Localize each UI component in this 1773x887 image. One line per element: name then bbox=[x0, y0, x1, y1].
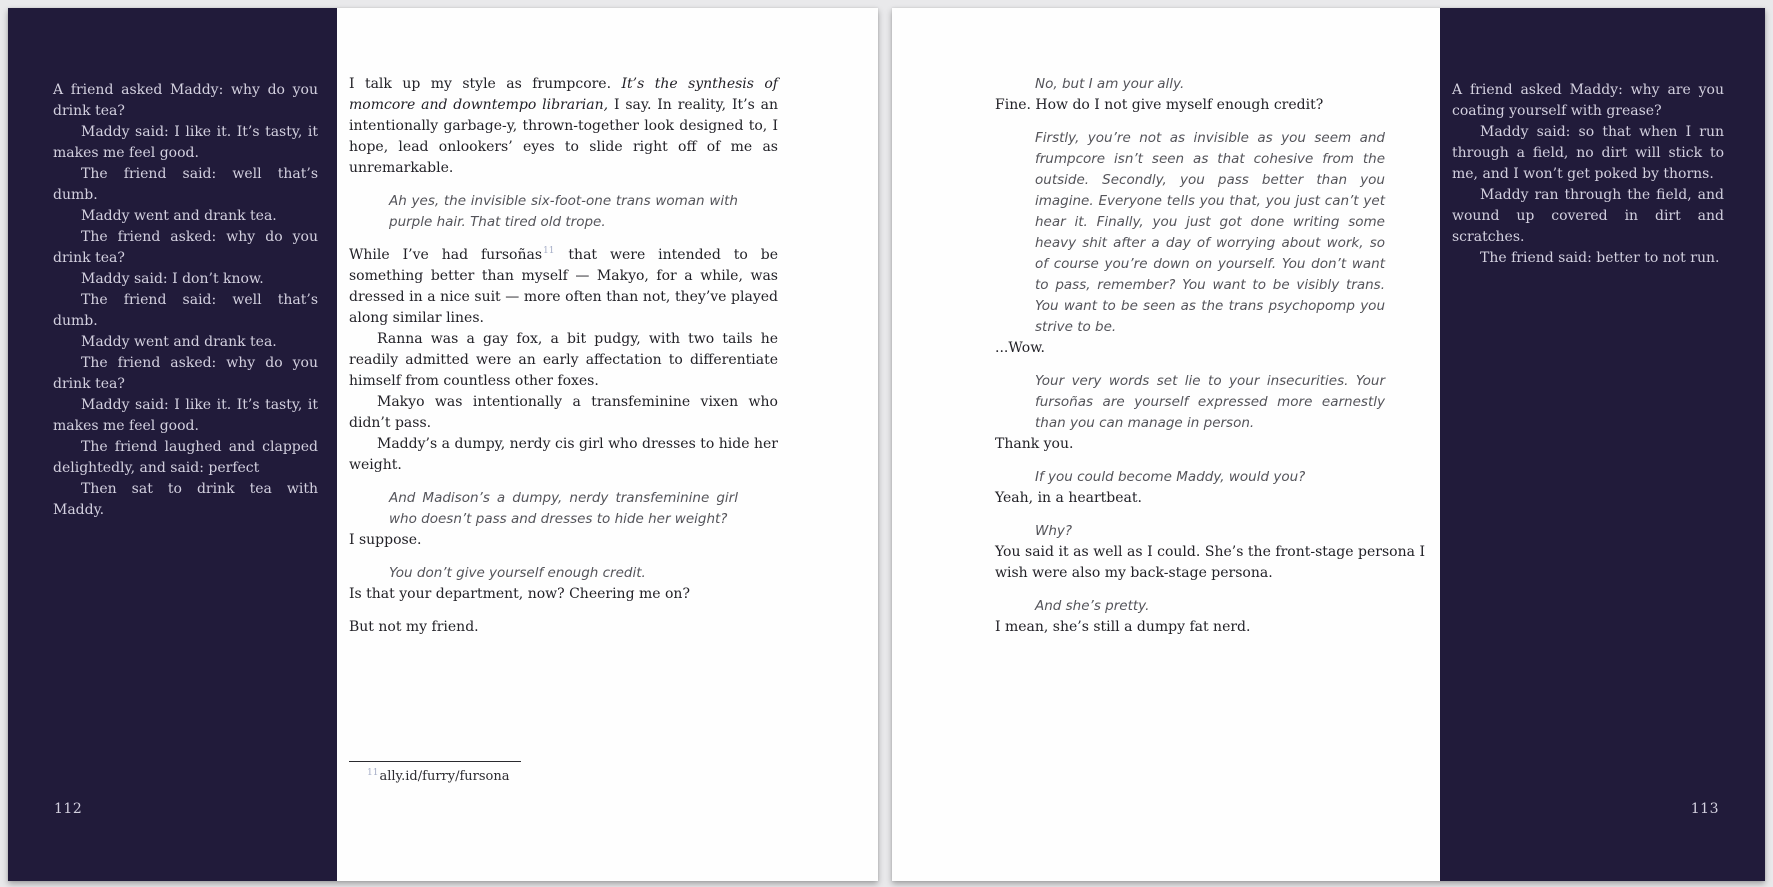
footnote-reference-link[interactable]: 11 bbox=[543, 246, 555, 257]
body-paragraph: Makyo was intentionally a transfeminine vixen who didn’t pass. bbox=[349, 394, 778, 431]
sidebar-story-paragraph: A friend asked Maddy: why do you drink tea? bbox=[53, 82, 318, 119]
sidebar-story-paragraph: Maddy said: I don’t know. bbox=[81, 271, 264, 287]
body-paragraph: Maddy’s a dumpy, nerdy cis girl who dresses to hide her weight. bbox=[349, 436, 778, 473]
dialogue-quote: And she’s pretty. bbox=[1035, 598, 1150, 614]
dialogue-quote: Your very words set lie to your insecurities. Your fursoñas are yourself expressed more earnestly than you can manage in person. bbox=[1035, 373, 1385, 431]
body-text: While I’ve had fursoñas bbox=[349, 247, 543, 263]
sidebar-story-paragraph: Maddy ran through the field, and wound up covered in dirt and scratches. bbox=[1452, 187, 1724, 245]
dialogue-quote: If you could become Maddy, would you? bbox=[1035, 469, 1306, 485]
body-paragraph: But not my friend. bbox=[349, 619, 479, 635]
body-paragraph: You said it as well as I could. She’s the front-stage persona I wish were also my back-stage persona. bbox=[995, 544, 1425, 581]
body-paragraph: Fine. How do I not give myself enough credit? bbox=[995, 97, 1324, 113]
page-number: 113 bbox=[1690, 801, 1719, 817]
body-text: I say. In reality, It’s an intentionally garbage-y, thrown-together look designed to, I hope, lead onlookers’ eyes to slide right off of me as unremarkable. bbox=[349, 97, 779, 176]
sidebar-story-paragraph: Maddy said: I like it. It’s tasty, it makes me feel good. bbox=[53, 124, 318, 161]
dialogue-quote: And Madison’s a dumpy, nerdy transfeminine girl who doesn’t pass and dresses to hide her weight? bbox=[389, 490, 738, 527]
body-paragraph bbox=[349, 245, 778, 329]
right-sidebar-story bbox=[1440, 8, 1765, 881]
sidebar-story-paragraph: The friend asked: why do you drink tea? bbox=[53, 355, 318, 392]
body-paragraph: Yeah, in a heartbeat. bbox=[995, 490, 1142, 506]
right-page-body bbox=[892, 8, 1440, 881]
paragraph-group bbox=[349, 245, 778, 476]
footnote-url: ally.id/furry/fursona bbox=[379, 769, 510, 784]
dialogue-quote: Ah yes, the invisible six-foot-one trans woman with purple hair. That tired old trope. bbox=[389, 193, 738, 230]
inline-italic-text: It’s the synthesis of momcore and downtempo librarian, bbox=[349, 76, 778, 113]
sidebar-story-paragraph: The friend said: well that’s dumb. bbox=[53, 292, 318, 329]
sidebar-story-paragraph: A friend asked Maddy: why are you coating yourself with grease? bbox=[1452, 82, 1724, 119]
left-sidebar-story bbox=[8, 8, 337, 881]
sidebar-story-paragraph: Maddy went and drank tea. bbox=[81, 208, 277, 224]
body-paragraph: Ranna was a gay fox, a bit pudgy, with two tails he readily admitted were an early affectation to differentiate himself from countless other foxes. bbox=[349, 331, 778, 389]
body-paragraph bbox=[349, 74, 778, 179]
body-paragraph: I mean, she’s still a dumpy fat nerd. bbox=[995, 619, 1251, 635]
body-paragraph: Is that your department, now? Cheering me on? bbox=[349, 586, 690, 602]
footnote bbox=[349, 761, 778, 785]
left-page bbox=[8, 8, 878, 881]
body-paragraph: ...Wow. bbox=[995, 340, 1045, 356]
body-paragraph: I suppose. bbox=[349, 532, 422, 548]
page-number: 112 bbox=[54, 801, 83, 817]
sidebar-story-paragraph: Maddy said: so that when I run through a field, no dirt will stick to me, and I won’t get poked by thorns. bbox=[1452, 124, 1724, 182]
sidebar-story-paragraph: The friend said: better to not run. bbox=[1480, 250, 1720, 266]
sidebar-story-paragraph: The friend asked: why do you drink tea? bbox=[53, 229, 318, 266]
dialogue-quote: Firstly, you’re not as invisible as you seem and frumpcore isn’t seen as that cohesive from the outside. Secondly, you pass better than you imagine. Everyone tells you that, you just can’t yet hear it. Finally, you just got done writing some heavy shit after a day of worrying about work, so of course you’re down on yourself. You don’t want to pass, remember? You want to be visibly trans. You want to be seen as the trans psychopomp you strive to be. bbox=[1035, 130, 1385, 335]
left-page-body bbox=[337, 8, 878, 881]
dialogue-quote: You don’t give yourself enough credit. bbox=[389, 565, 646, 581]
body-paragraph: Thank you. bbox=[995, 436, 1074, 452]
body-text: that were intended to be something better than myself — Makyo, for a while, was dressed in a nice suit — more often than not, they’ve played along similar lines. bbox=[349, 247, 778, 326]
sidebar-story-paragraph: The friend laughed and clapped delightedly, and said: perfect bbox=[53, 439, 318, 476]
right-page bbox=[892, 8, 1765, 881]
dialogue-quote: No, but I am your ally. bbox=[1035, 76, 1185, 92]
sidebar-story-paragraph: The friend said: well that’s dumb. bbox=[53, 166, 318, 203]
sidebar-story-paragraph: Maddy said: I like it. It’s tasty, it makes me feel good. bbox=[53, 397, 318, 434]
sidebar-story-paragraph: Then sat to drink tea with Maddy. bbox=[53, 481, 318, 518]
footnote-marker: 11 bbox=[367, 767, 379, 778]
sidebar-story-paragraph: Maddy went and drank tea. bbox=[81, 334, 277, 350]
footnote-rule bbox=[349, 761, 521, 762]
body-text: I talk up my style as frumpcore. bbox=[349, 76, 622, 92]
footnote-text bbox=[349, 768, 778, 785]
dialogue-quote: Why? bbox=[1035, 523, 1073, 539]
